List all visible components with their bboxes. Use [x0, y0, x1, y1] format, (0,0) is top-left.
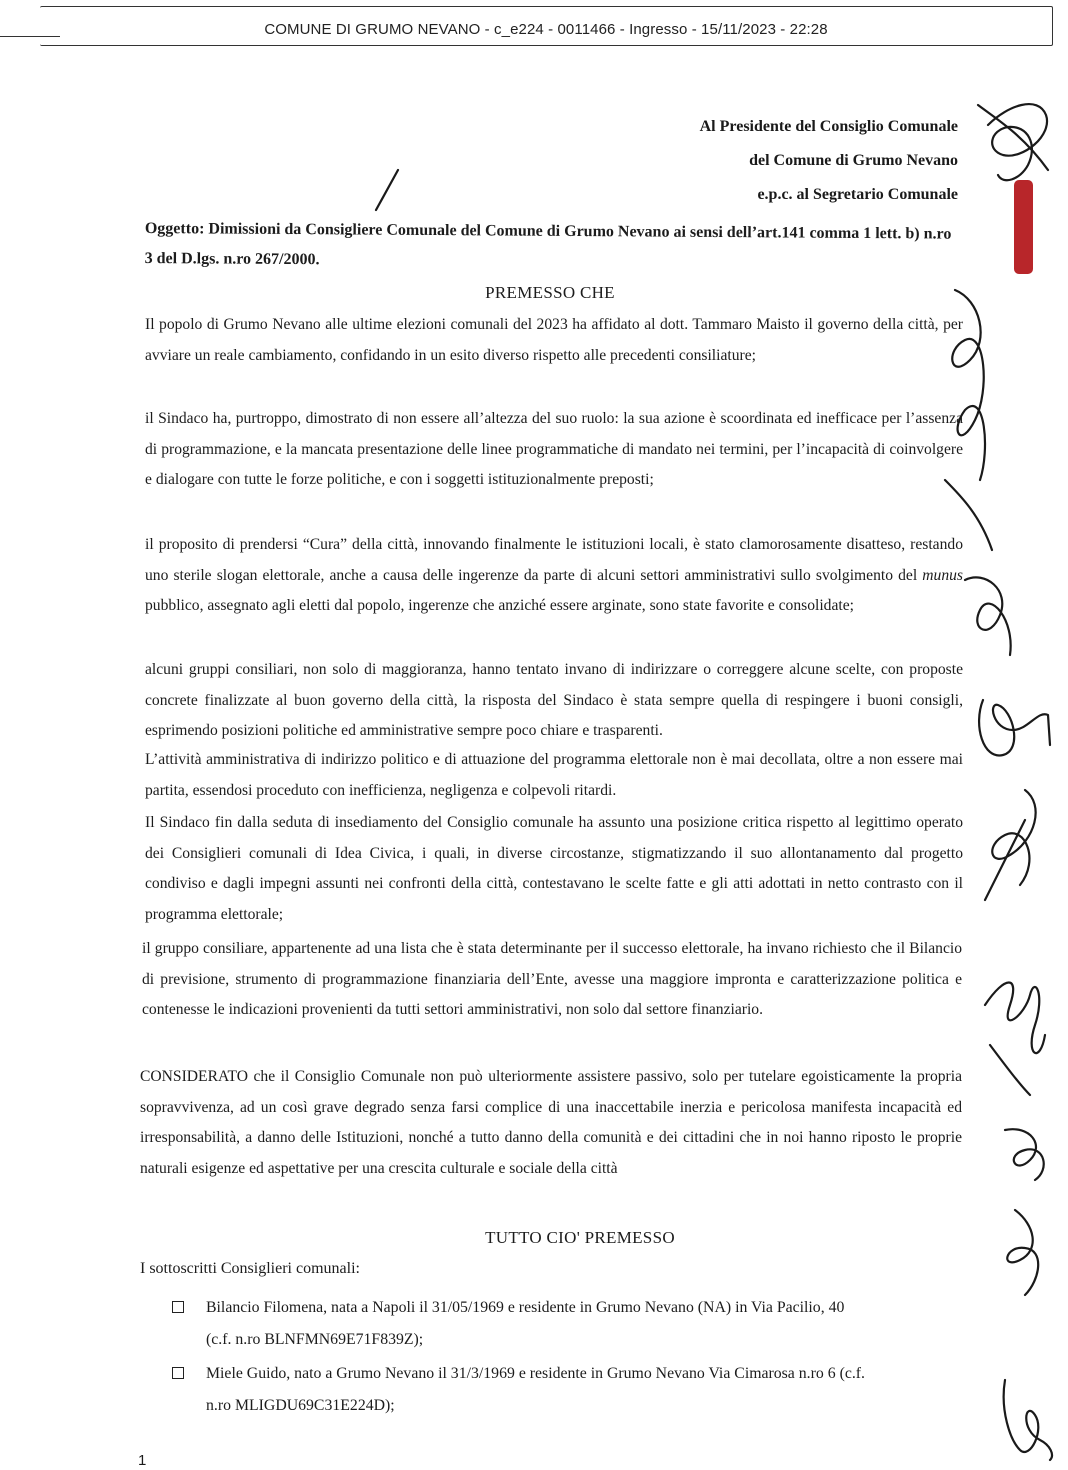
signatories-intro: I sottoscritti Consiglieri comunali: [140, 1260, 360, 1277]
premesso-heading: PREMESSO CHE [485, 283, 615, 302]
signature-8 [985, 1200, 1055, 1310]
tutto-heading: TUTTO CIO' PREMESSO [485, 1228, 675, 1247]
paragraph-3-part-a: il proposito di prendersi “Cura” della città, innovando finalmente le istituzioni locali, è stato clamorosamente disatteso, restando uno sterile slogan elettorale, anche a causa delle ingerenze da parte di alcuni settori amministrativi sullo svolgimento del [145, 536, 963, 584]
paragraph-8: CONSIDERATO che il Consiglio Comunale non può ulteriormente assistere passivo, solo per tutelare egoisticamente la propria sopravvivenza, ad un così grave degrado senza farsi complice di una inaccettabile inerzia e pericolosa manifesta incapacità ed irresponsabilità, a danno delle Istituzioni, nonché a tutto danno della comunità e dei cittadini che in noi hanno riposto le proprie naturali esigenze ed aspettative per una crescita culturale e sociale della città [140, 1068, 962, 1177]
protocol-stamp [40, 6, 1053, 46]
paragraph-4: alcuni gruppi consiliari, non solo di maggioranza, hanno tentato invano di indirizzare o correggere alcune scelte, con proposte concrete finalizzate al buon governo della città, la risposta del Sindaco è stata sempre quella di respingere i buoni consigli, esprimendo posizioni politiche ed amministrative sempre poco chiare e trasparenti. [145, 661, 963, 739]
signatory-item [172, 1358, 962, 1422]
paragraph-3 [145, 530, 963, 622]
signature-4 [968, 670, 1058, 780]
signature-2 [930, 280, 1000, 570]
checkbox-icon [172, 1367, 184, 1379]
paragraph-5: L’attività amministrativa di indirizzo politico e di attuazione del programma elettorale non è mai decollata, oltre a non essere mai partita, essendosi proceduto con inefficienza, negligenza e colpevoli ritardi. [145, 751, 963, 799]
protocol-stamp-text: COMUNE DI GRUMO NEVANO - c_e224 - 0011466 - Ingresso - 15/11/2023 - 22:28 [264, 21, 828, 38]
signatory-line-1: Miele Guido, nato a Grumo Nevano il 31/3/1969 e residente in Grumo Nevano Via Cimarosa n.ro 6 (c.f. [206, 1365, 866, 1382]
signatory-line-2: (c.f. n.ro BLNFMN69E71F839Z); [206, 1331, 424, 1348]
signature-9 [990, 1370, 1060, 1465]
signatory-line-1: Bilancio Filomena, nata a Napoli il 31/05/1969 e residente in Grumo Nevano (NA) in Via Pacilio, 40 [206, 1299, 845, 1316]
signature-5 [965, 780, 1055, 910]
checkbox-icon [172, 1301, 184, 1313]
pen-mark-icon [370, 165, 410, 235]
paragraph-3-munus: munus [922, 566, 963, 584]
signatory-item [172, 1292, 962, 1356]
signature-3 [955, 560, 1025, 670]
paragraph-6: Il Sindaco fin dalla seduta di insediamento del Consiglio comunale ha assunto una posizione critica rispetto al legittimo operato dei Consiglieri comunali di Idea Civica, i quali, in diverse circostanze, stigmatizzando il suo allontanamento dal progetto condiviso e dagli impegni assunti nei confronti della città, contestavano le scelte fatte e gli atti adottati in netto contrasto con il programma elettorale; [145, 814, 963, 923]
paragraph-1: Il popolo di Grumo Nevano alle ultime elezioni comunali del 2023 ha affidato al dott. Tammaro Maisto il governo della città, per avviare un reale cambiamento, confidando in un esito diverso rispetto alle precedenti consiliature; [145, 316, 963, 364]
paragraph-3-part-b: pubblico, assegnato agli eletti dal popolo, ingerenze che anziché essere arginate, sono state favorite e consolidate; [145, 597, 854, 614]
recipient-line-2: del Comune di Grumo Nevano [749, 152, 958, 169]
signatory-line-2: n.ro MLIGDU69C31E224D); [206, 1397, 395, 1414]
page-number: 1 [138, 1452, 147, 1469]
paragraph-2: il Sindaco ha, purtroppo, dimostrato di non essere all’altezza del suo ruolo: la sua azione è scoordinata ed inefficace per l’assenza di programmazione, e la mancata presentazione delle linee programmatiche di mandato nei termini, per l’incapacità di coinvolgere e dialogare con tutte le forze politiche, e con i soggetti istituzionalmente preposti; [145, 410, 963, 488]
signature-1 [968, 85, 1058, 195]
signature-7 [990, 1115, 1060, 1185]
recipient-line-3: e.p.c. al Segretario Comunale [757, 186, 958, 203]
letter-subject: Oggetto: Dimissioni da Consigliere Comunale del Comune di Grumo Nevano ai sensi dell’art.141 comma 1 lett. b) n.ro 3 del D.lgs. n.ro 267/2000. [144, 219, 952, 269]
paragraph-7: il gruppo consiliare, appartenente ad una lista che è stata determinante per il successo elettorale, ha invano richiesto che il Bilancio di previsione, strumento di programmazione finanziaria dell’Ente, avesse una maggiore impronta e caratterizzazione politica e contenesse le indicazioni provenienti da tutti settori amministrativi, non solo dal settore finanziario. [142, 940, 962, 1018]
recipient-line-1: Al Presidente del Consiglio Comunale [699, 118, 958, 135]
signature-6 [975, 955, 1055, 1105]
stamp-underline [0, 36, 60, 37]
